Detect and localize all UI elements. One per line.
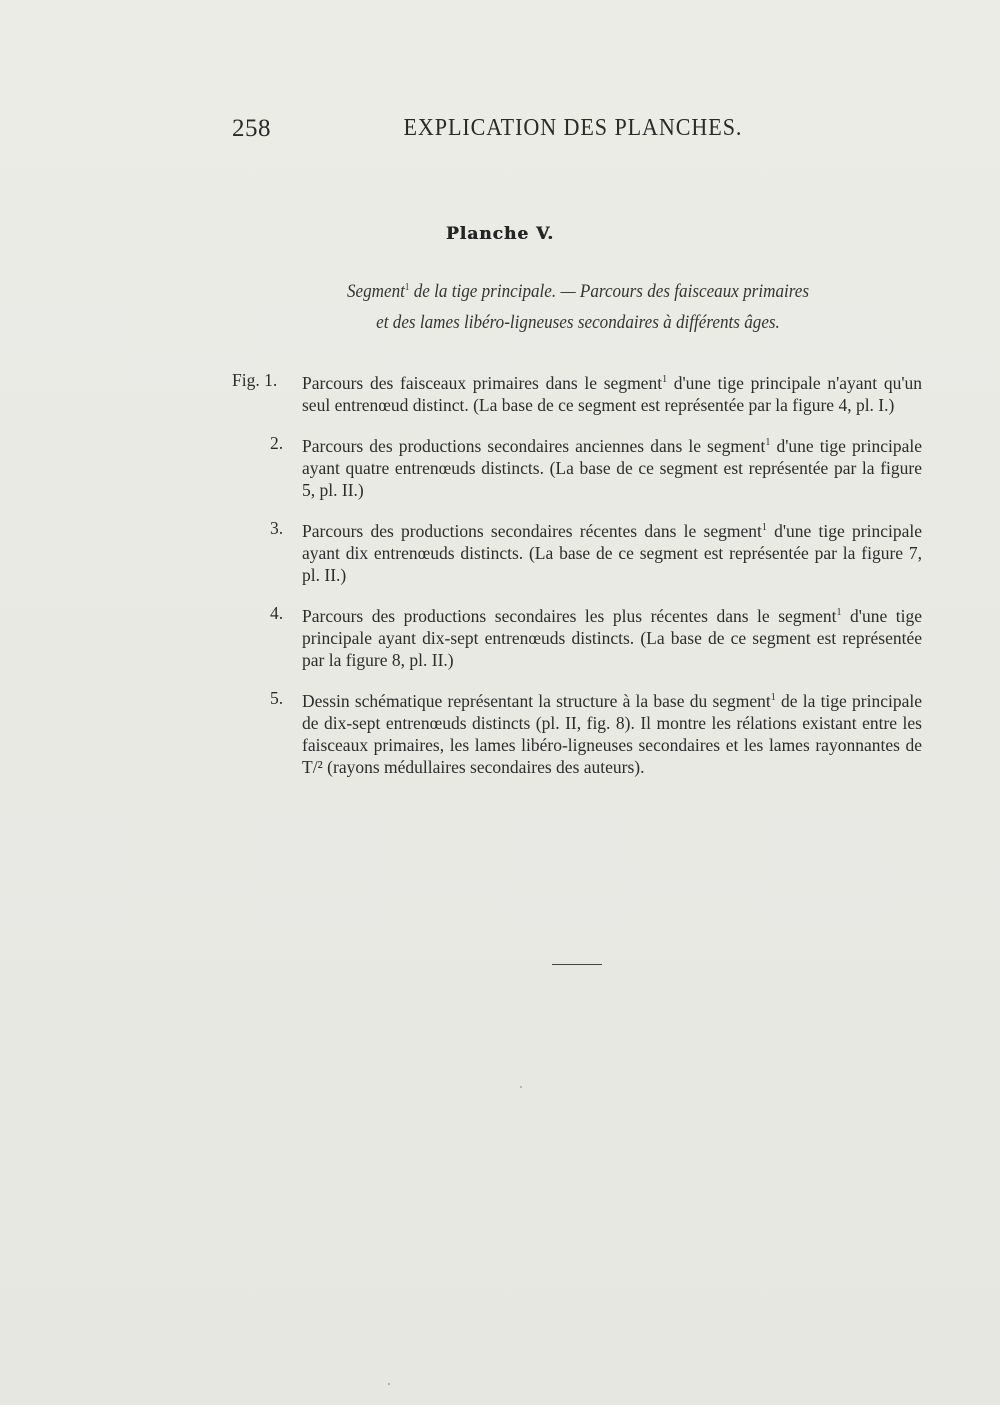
page-number: 258 — [232, 115, 271, 142]
plate-heading — [0, 224, 1000, 244]
running-title: EXPLICATION DES PLANCHES. — [403, 115, 742, 141]
figure-text-b: d'une tige principale ayant dix entrenœuds distincts. (La base de ce segment est représentée par la figure 7, pl. II.) — [302, 521, 922, 585]
figure-text-b: d'une tige principale ayant quatre entrenœuds distincts. (La base de ce segment est représentée par la figure 5, pl. II.) — [302, 436, 922, 500]
figure-explanations — [232, 369, 922, 794]
figure-text-a: Parcours des productions secondaires anciennes dans le segment — [302, 436, 766, 456]
plate-subtitle-line-1-text — [347, 281, 809, 303]
paper-speck — [388, 1383, 390, 1385]
footnote-marker: 1 — [404, 282, 410, 293]
footnote-marker: 1 — [770, 692, 776, 703]
figure-text-a: Parcours des faisceaux primaires dans le segment — [302, 373, 663, 393]
figure-description — [302, 602, 922, 671]
plate-subtitle-line-2-text: et des lames libéro-ligneuses secondaires à différents âges. — [376, 312, 780, 333]
figure-label: 4. — [270, 603, 284, 623]
figure-label: 2. — [270, 433, 284, 453]
closing-rule — [552, 964, 602, 965]
footnote-marker: 1 — [662, 374, 668, 385]
running-head — [232, 115, 742, 147]
paper-speck — [520, 1086, 522, 1088]
figure-text-a: Parcours des productions secondaires les plus récentes dans le segment — [302, 606, 837, 626]
subtitle-line-1-rest: de la tige principale. — Parcours des faisceaux primaires — [409, 281, 810, 302]
figure-entry-1 — [232, 369, 922, 416]
figure-label: Fig. 1. — [232, 370, 278, 390]
figure-label: 5. — [270, 688, 284, 708]
figure-entry-5 — [232, 687, 922, 778]
figure-text-b: de la tige principale de dix-sept entrenœuds distincts (pl. II, fig. 8). Il montre les rélations existant entre les faisceaux primaires, les lames libéro-ligneuses secondaires et les lames rayonnantes de T/² (rayons médullaires secondaires des auteurs). — [302, 691, 922, 777]
figure-label: 3. — [270, 518, 284, 538]
figure-text-a: Parcours des productions secondaires récentes dans le segment — [302, 521, 762, 541]
figure-description — [302, 687, 922, 778]
footnote-marker: 1 — [765, 437, 771, 448]
figure-text-a: Dessin schématique représentant la structure à la base du segment — [302, 691, 771, 711]
figure-entry-3 — [232, 517, 922, 586]
figure-description — [302, 517, 922, 586]
figure-description — [302, 369, 922, 416]
figure-text-b: d'une tige principale ayant dix-sept entrenœuds distincts. (La base de ce segment est représentée par la figure 8, pl. II.) — [302, 606, 922, 670]
footnote-marker: 1 — [836, 607, 842, 618]
figure-text-b: d'une tige principale n'ayant qu'un seul entrenœud distinct. (La base de ce segment est représentée par la figure 4, pl. I.) — [302, 373, 922, 415]
figure-entry-4 — [232, 602, 922, 671]
plate-heading-text: Planche V. — [445, 224, 555, 244]
footnote-marker: 1 — [761, 522, 767, 533]
figure-description — [302, 432, 922, 501]
subtitle-segment-word: Segment — [346, 281, 405, 302]
figure-entry-2 — [232, 432, 922, 501]
